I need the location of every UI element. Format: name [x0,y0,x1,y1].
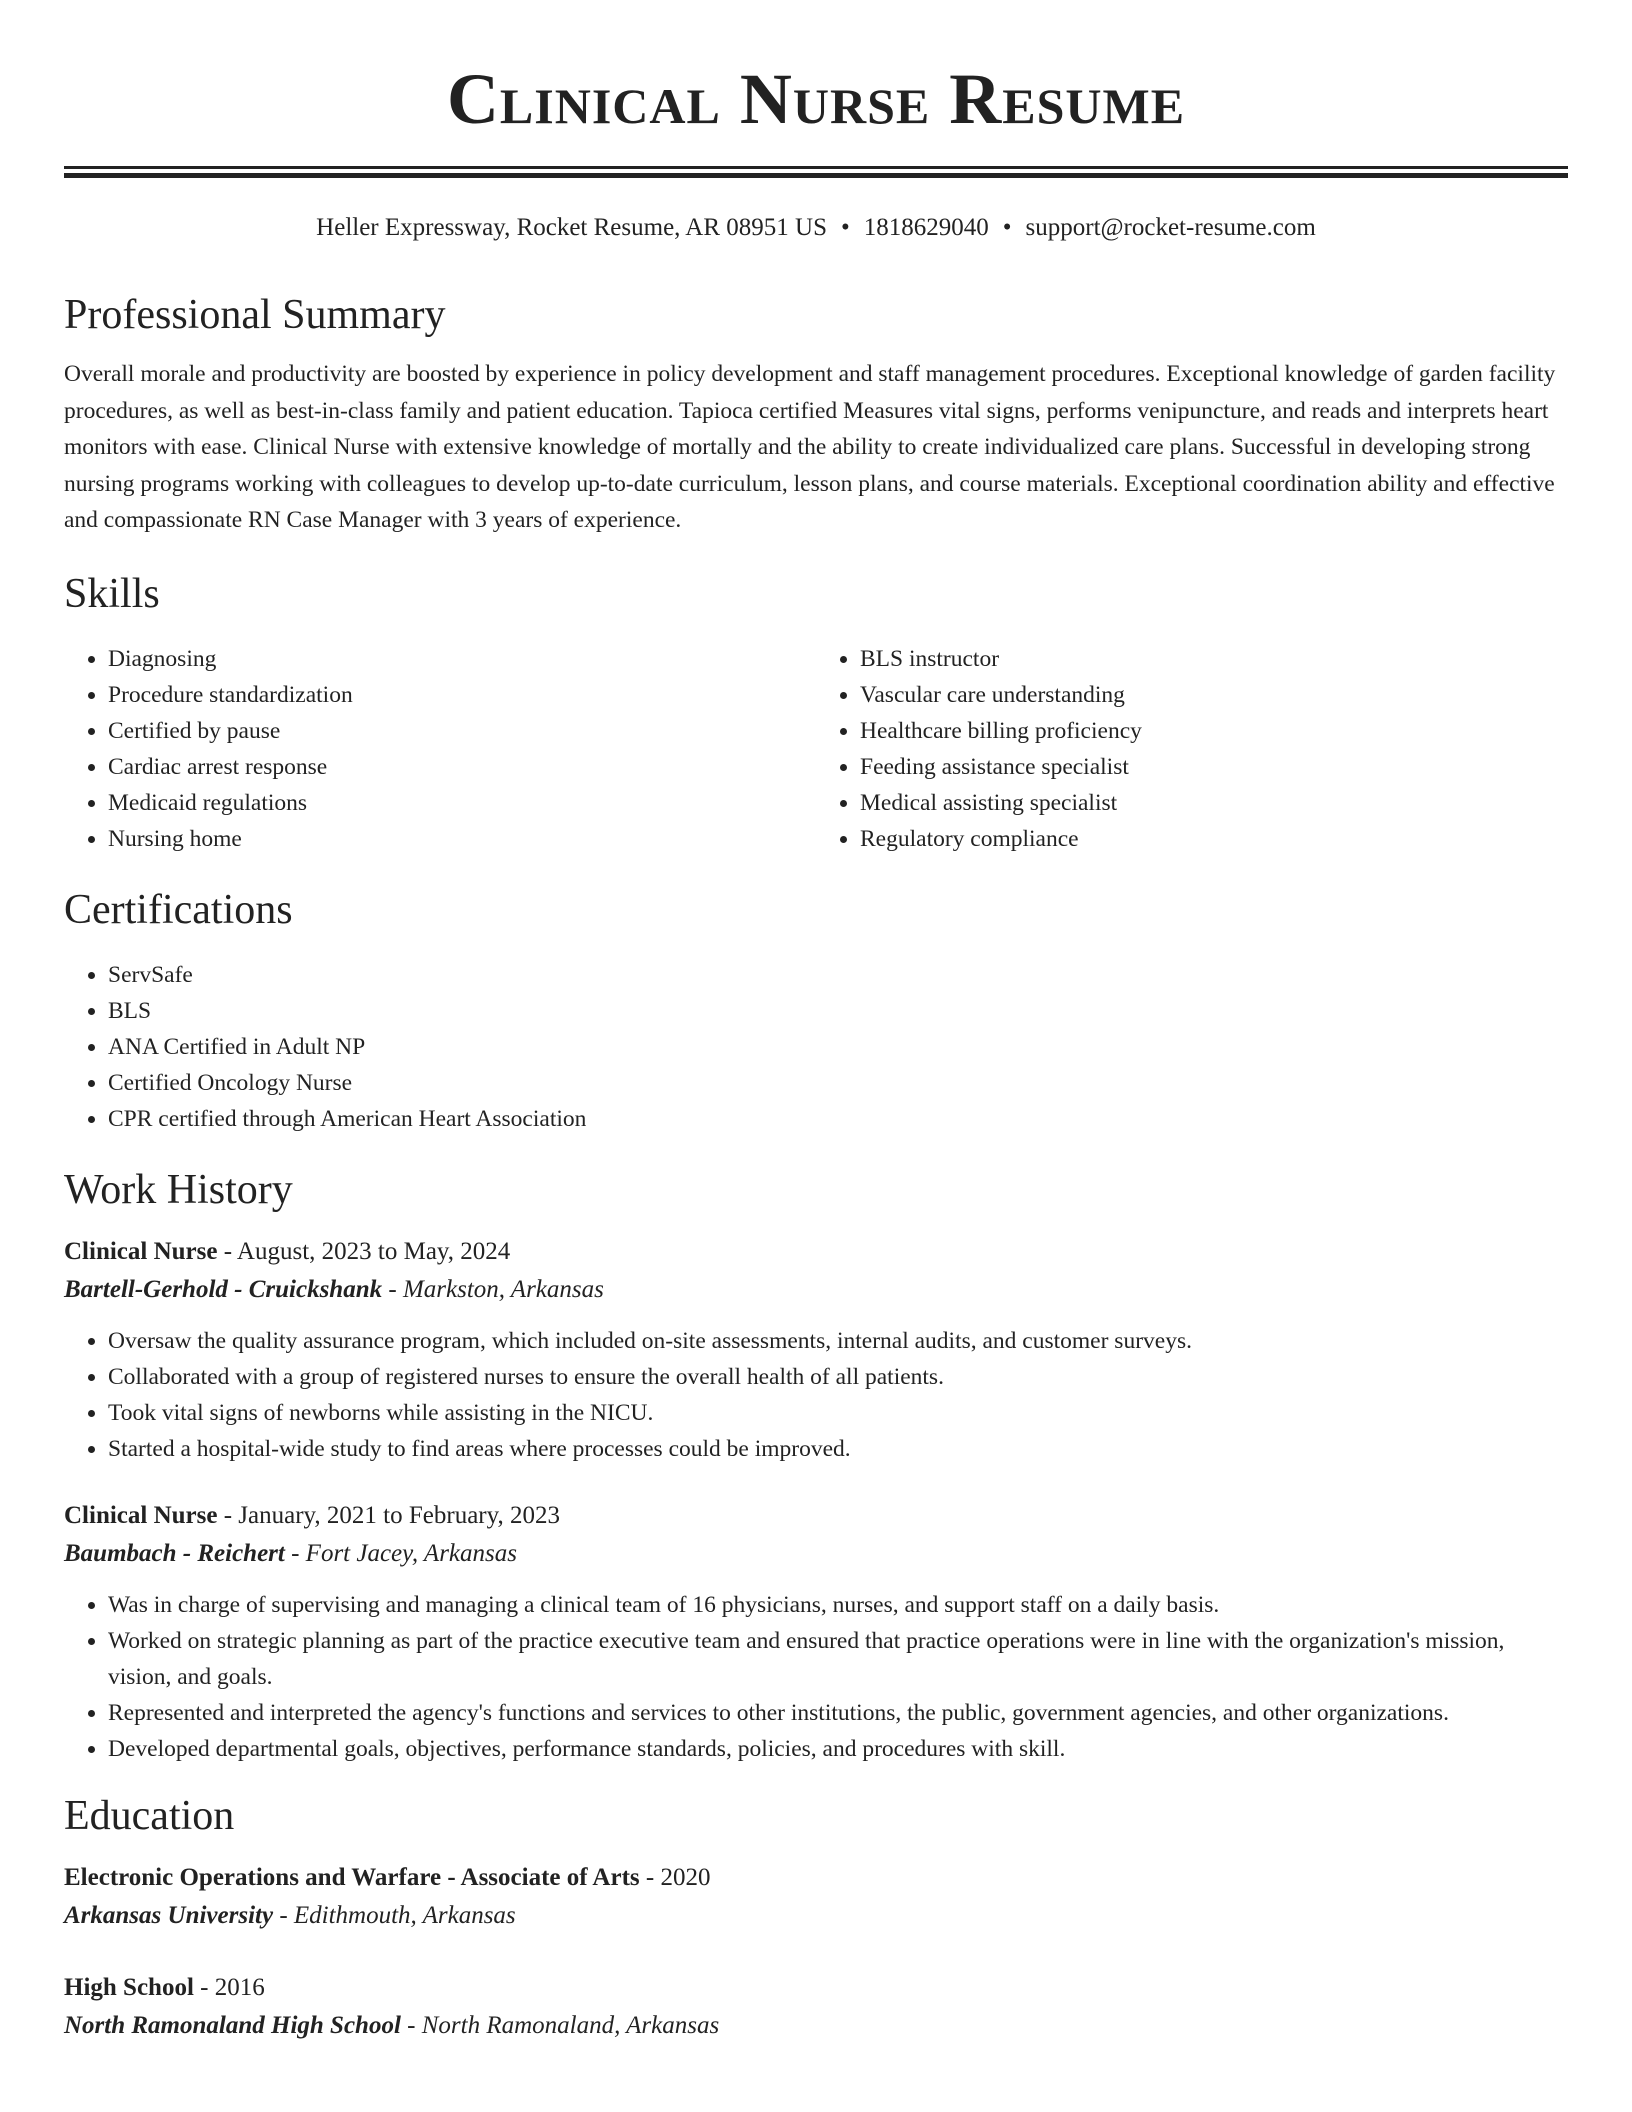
education-degree: Electronic Operations and Warfare - Associate of Arts [64,1863,640,1891]
job-organization: Baumbach - Reichert - Fort Jacey, Arkansas [64,1539,517,1567]
education-entry [64,1859,1568,1935]
skills-columns [64,641,1568,857]
contact-separator: • [840,214,850,241]
resume-title: Clinical Nurse Resume [446,59,1186,139]
contact-separator: • [1002,214,1012,241]
job-title: Clinical Nurse [64,1501,218,1529]
certification-item: • Certified Oncology Nurse [108,1065,1568,1101]
job-entry [64,1497,1568,1767]
contact-phone: 1818629040 [863,214,989,241]
skills-list-left [64,641,816,857]
job-duties-list [64,1323,1568,1467]
job-duty: • Worked on strategic planning as part of the practice executive team and ensured that practice operations were in line with the organization's mission, vision, and goals. [108,1623,1568,1695]
job-header: Clinical Nurse - January, 2021 to February, 2023 [64,1501,560,1529]
job-duty: • Represented and interpreted the agency's functions and services to other institutions, the public, government agencies, and other organizations. [108,1695,1568,1731]
skill-item: • Nursing home [108,821,816,857]
contact-address: Heller Expressway, Rocket Resume, AR 08951 US [316,214,827,241]
job-location: Markston, Arkansas [402,1275,604,1303]
education-year: 2016 [214,1973,265,2001]
skill-item: • Medicaid regulations [108,785,816,821]
job-duty: • Started a hospital-wide study to find areas where processes could be improved. [108,1431,1568,1467]
education-school: Arkansas University [64,1901,274,1929]
job-duty: • Took vital signs of newborns while assisting in the NICU. [108,1395,1568,1431]
job-location: Fort Jacey, Arkansas [305,1539,517,1567]
certification-item: • BLS [108,993,1568,1029]
job-duties-list [64,1587,1568,1767]
skill-item: • Cardiac arrest response [108,749,816,785]
certifications-list [64,957,1568,1137]
education-location: Edithmouth, Arkansas [293,1901,516,1929]
job-duty: • Oversaw the quality assurance program, which included on-site assessments, internal audits, and customer surveys. [108,1323,1568,1359]
education-header: Electronic Operations and Warfare - Associate of Arts - 2020 [64,1863,711,1891]
job-title: Clinical Nurse [64,1237,218,1265]
skill-item: • Vascular care understanding [860,677,1568,713]
summary-text: Overall morale and productivity are boosted by experience in policy development and staff management procedures. Exceptional knowledge of garden facility procedures, as well as best-in-class family and patient education. Tapioca certified Measures vital signs, performs venipuncture, and reads and interprets heart monitors with ease. Clinical Nurse with extensive knowledge of mortally and the ability to create individualized care plans. Successful in developing strong nursing programs working with colleagues to develop up-to-date curriculum, lesson plans, and course materials. Exceptional coordination ability and effective and compassionate RN Case Manager with 3 years of experience. [64,361,1556,533]
skills-heading: Skills [64,570,160,617]
education-heading: Education [64,1792,235,1839]
skill-item: • Feeding assistance specialist [860,749,1568,785]
job-dates: August, 2023 to May, 2024 [236,1237,511,1265]
job-header: Clinical Nurse - August, 2023 to May, 2024 [64,1237,511,1265]
summary-heading: Professional Summary [64,292,446,338]
education-header: High School - 2016 [64,1973,265,2001]
education-year: 2020 [660,1863,711,1891]
skill-item: • Regulatory compliance [860,821,1568,857]
skills-list-right [816,641,1568,857]
skill-item: • BLS instructor [860,641,1568,677]
certifications-heading: Certifications [64,886,293,933]
title-divider [64,166,1568,178]
education-school: North Ramonaland High School [64,2011,401,2039]
job-duty: • Was in charge of supervising and managing a clinical team of 16 physicians, nurses, and support staff on a daily basis. [108,1587,1568,1623]
skill-item: • Diagnosing [108,641,816,677]
job-company: Bartell-Gerhold - Cruickshank [64,1275,383,1303]
skill-item: • Healthcare billing proficiency [860,713,1568,749]
job-duty: • Developed departmental goals, objectives, performance standards, policies, and procedures with skill. [108,1731,1568,1767]
job-organization: Bartell-Gerhold - Cruickshank - Markston, Arkansas [64,1275,604,1303]
education-entry [64,1969,1568,2045]
job-duty: • Collaborated with a group of registered nurses to ensure the overall health of all patients. [108,1359,1568,1395]
job-dates: January, 2021 to February, 2023 [238,1501,560,1529]
skill-item: • Procedure standardization [108,677,816,713]
job-company: Baumbach - Reichert [64,1539,285,1567]
education-school-line: North Ramonaland High School - North Ramonaland, Arkansas [64,2011,720,2039]
education-school-line: Arkansas University - Edithmouth, Arkansas [64,1901,516,1929]
certification-item: • ANA Certified in Adult NP [108,1029,1568,1065]
skill-item: • Certified by pause [108,713,816,749]
work-history-heading: Work History [64,1166,293,1213]
education-degree: High School [64,1973,194,2001]
skill-item: • Medical assisting specialist [860,785,1568,821]
contact-line [64,212,1568,244]
contact-email: support@rocket-resume.com [1025,214,1316,241]
certification-item: • ServSafe [108,957,1568,993]
certification-item: • CPR certified through American Heart Association [108,1101,1568,1137]
job-entry [64,1233,1568,1467]
education-location: North Ramonaland, Arkansas [421,2011,720,2039]
